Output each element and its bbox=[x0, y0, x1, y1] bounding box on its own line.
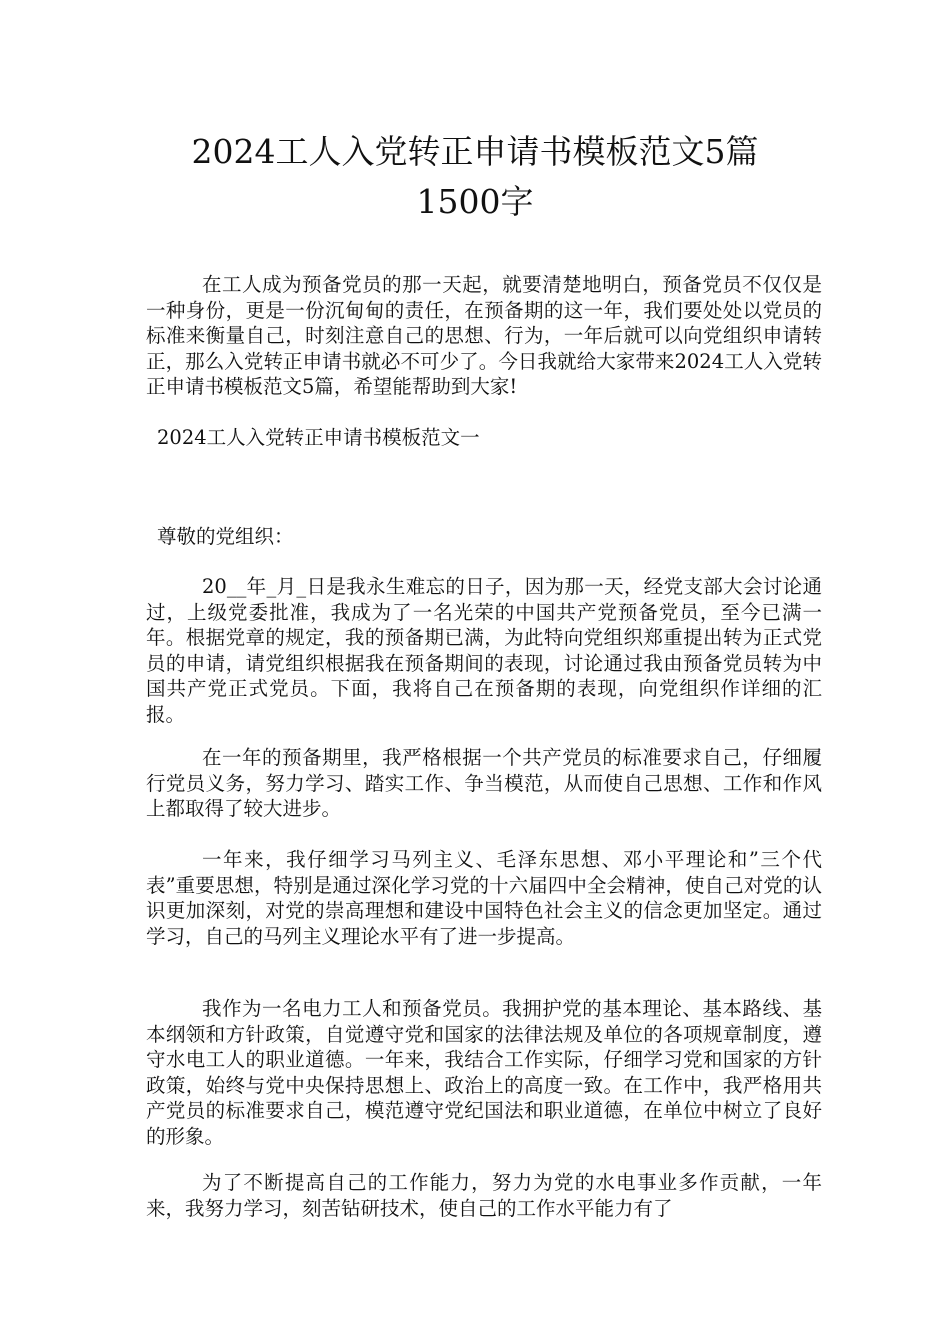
body-paragraph: 20__年_月_日是我永生难忘的日子，因为那一天，经党支部大会讨论通过，上级党委批准，我成为了一名光荣的中国共产党预备党员，至今已满一年。根据党章的规定，我的预备期已满，为此特向党组织郑重提出转为正式党员的申请，请党组织根据我在预备期间的表现，讨论通过我由预备党员转为中国共产党正式党员。下面，我将自己在预备期的表现，向党组织作详细的汇报。 bbox=[146, 575, 822, 726]
body-paragraph: 在一年的预备期里，我严格根据一个共产党员的标准要求自己，仔细履行党员义务，努力学习、踏实工作、争当模范，从而使自己思想、工作和作风上都取得了较大进步。 bbox=[146, 746, 822, 821]
document-title-line2: 1500字 bbox=[416, 182, 534, 221]
document-title-line1: 2024工人入党转正申请书模板范文5篇 bbox=[191, 132, 759, 171]
body-paragraph: 一年来，我仔细学习马列主义、毛泽东思想、邓小平理论和”三个代表”重要思想，特别是通过深化学习党的十六届四中全会精神，使自己对党的认识更加深刻，对党的崇高理想和建设中国特色社会主义的信念更加坚定。通过学习，自己的马列主义理论水平有了进一步提高。 bbox=[146, 848, 822, 948]
salutation: 尊敬的党组织： bbox=[157, 525, 294, 548]
body-paragraph: 为了不断提高自己的工作能力，努力为党的水电事业多作贡献，一年来，我努力学习，刻苦钻研技术，使自己的工作水平能力有了 bbox=[146, 1171, 822, 1220]
body-paragraph: 我作为一名电力工人和预备党员。我拥护党的基本理论、基本路线、基本纲领和方针政策，自觉遵守党和国家的法律法规及单位的各项规章制度，遵守水电工人的职业道德。一年来，我结合工作实际，仔细学习党和国家的方针政策，始终与党中央保持思想上、政治上的高度一致。在工作中，我严格用共产党员的标准要求自己，模范遵守党纪国法和职业道德，在单位中树立了良好的形象。 bbox=[146, 997, 822, 1148]
section-heading: 2024工人入党转正申请书模板范文一 bbox=[157, 426, 480, 449]
intro-paragraph: 在工人成为预备党员的那一天起，就要清楚地明白，预备党员不仅仅是一种身份，更是一份沉甸甸的责任，在预备期的这一年，我们要处处以党员的标准来衡量自己，时刻注意自己的思想、行为，一年后就可以向党组织申请转正，那么入党转正申请书就必不可少了。今日我就给大家带来2024工人入党转正申请书模板范文5篇，希望能帮助到大家! bbox=[146, 273, 822, 399]
